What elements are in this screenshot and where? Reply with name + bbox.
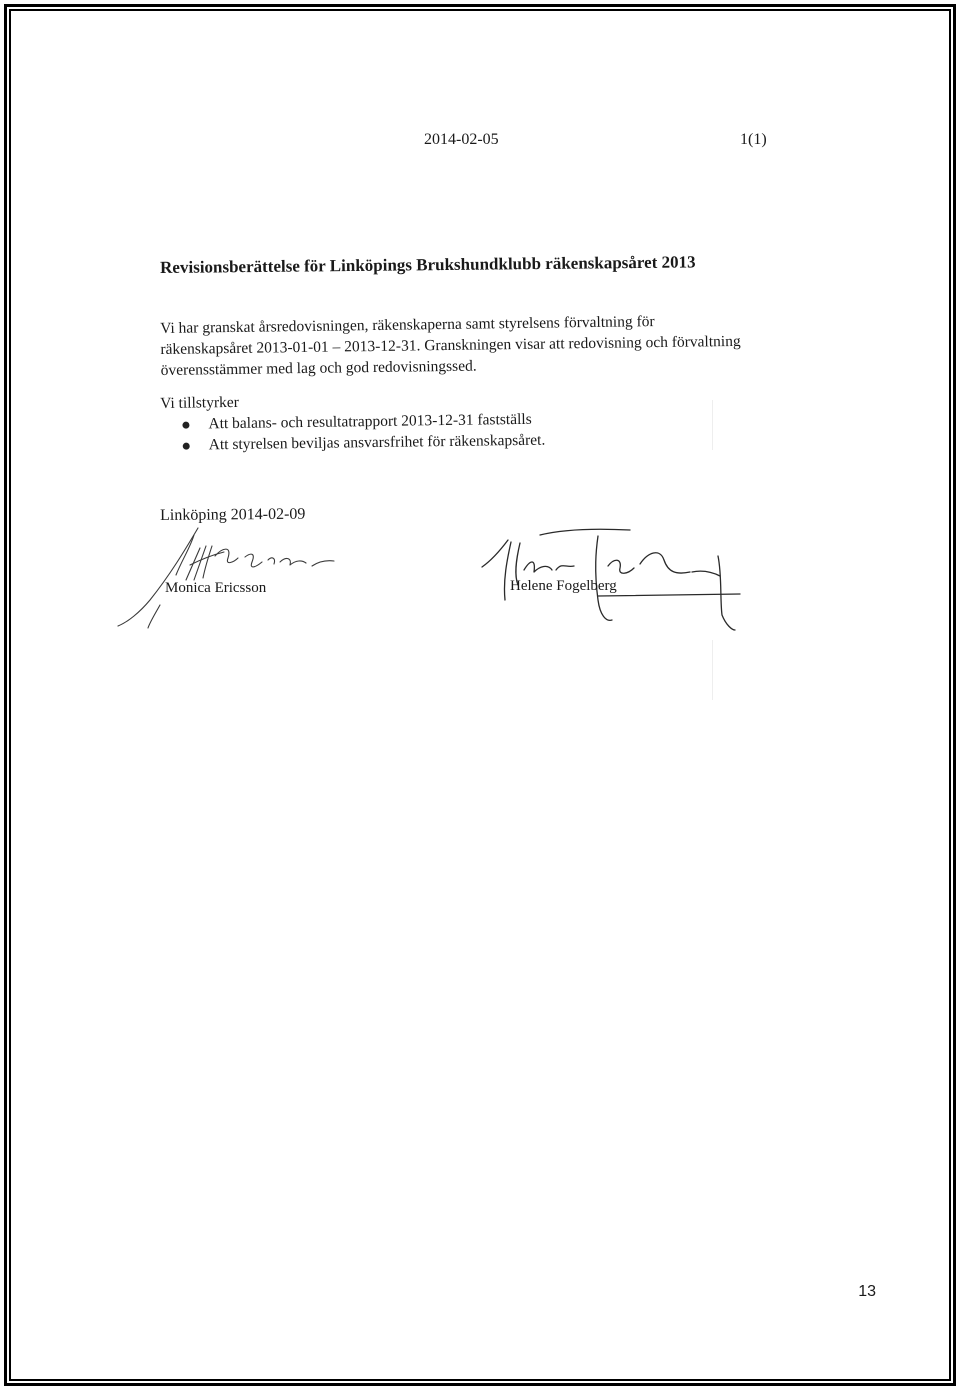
statement-line: Vi har granskat årsredovisningen, räkenskaperna samt styrelsens förvaltning för — [160, 313, 655, 337]
recommendation-list — [160, 409, 545, 456]
recommendation-section — [160, 388, 545, 456]
statement-line: räkenskapsåret 2013-01-01 – 2013-12-31. Granskningen visar att redovisning och förvaltning — [160, 332, 741, 358]
bullet-icon — [182, 422, 189, 429]
signer-name: Monica Ericsson — [165, 580, 267, 596]
audit-statement — [160, 309, 781, 381]
page-reference: 1(1) — [740, 131, 767, 148]
bullet-icon — [183, 443, 190, 450]
place-and-date: Linköping 2014-02-09 — [160, 505, 306, 524]
document-date: 2014-02-05 — [424, 131, 499, 148]
statement-line: överensstämmer med lag och god redovisningssed. — [160, 357, 477, 379]
page-border — [4, 4, 956, 1386]
document-title: Revisionsberättelse för Linköpings Brukshundklubb räkenskapsåret 2013 — [160, 252, 696, 277]
recommendation-heading: Vi tillstyrker — [160, 393, 239, 412]
list-item-text: Att styrelsen beviljas ansvarsfrihet för räkenskapsåret. — [208, 431, 546, 454]
signer-name: Helene Fogelberg — [510, 578, 617, 594]
page-number: 13 — [858, 1283, 876, 1300]
scan-artifact — [712, 640, 713, 700]
scan-artifact — [712, 400, 713, 450]
list-item-text: Att balans- och resultatrapport 2013-12-31 fastställs — [208, 410, 532, 433]
